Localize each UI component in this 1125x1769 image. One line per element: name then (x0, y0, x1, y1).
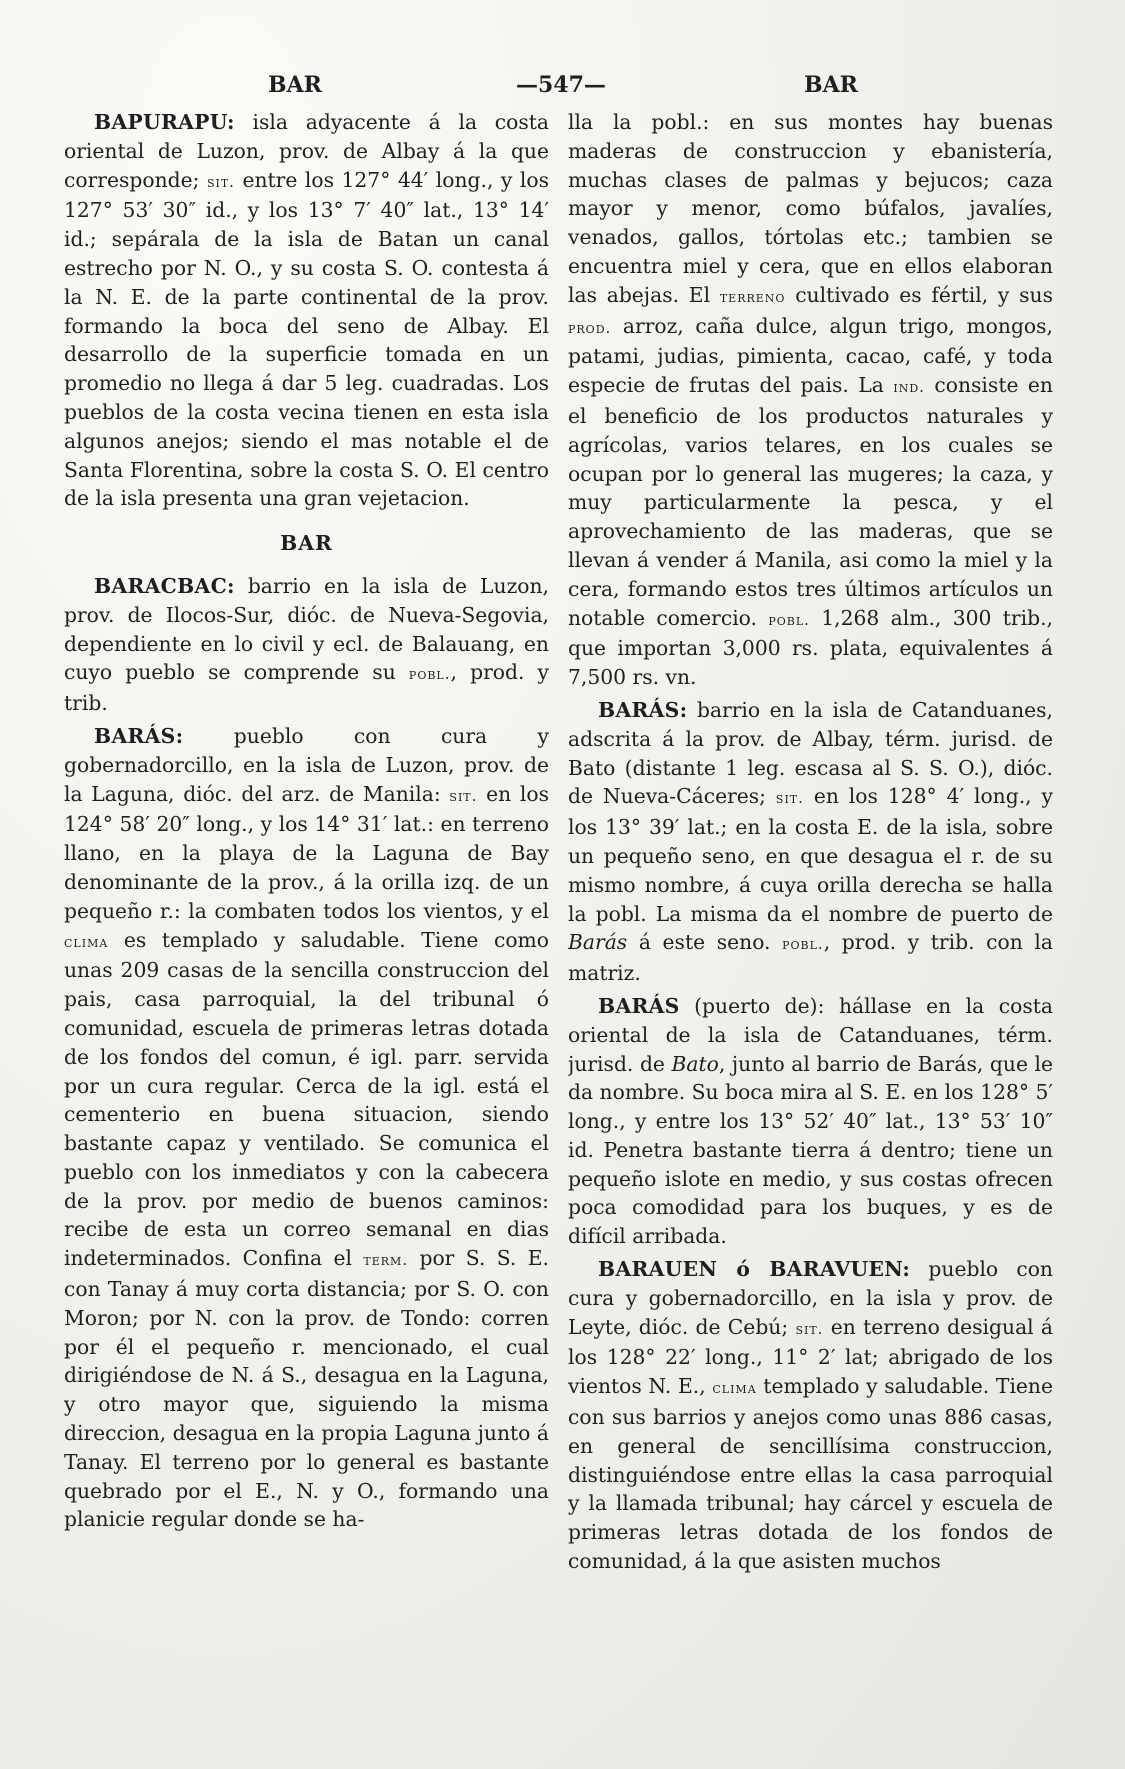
entry-text: entre los 127° 44′ long., y los 127° 53′ 30″ id., y los 13° 7′ 40″ lat., 13° 14′ id.; sepárala de la isla de Batan un canal estrecho por N. O., y su costa S. O. contesta á la N. E. de la parte continental de la prov. formando la boca del seno de Albay. El desarrollo de la superficie tomada en un promedio no llega á dar 5 leg. cuadradas. Los pueblos de la costa vecina tienen en esta isla algunos anejos; siendo el mas notable el de Santa Florentina, sobre la costa S. O. El centro de la isla presenta una gran vejetacion. (64, 167, 549, 511)
headword: BARÁS: (598, 697, 688, 722)
headword: BARÁS (598, 993, 680, 1018)
entry-text: cultivado es fértil, y sus (785, 282, 1053, 307)
entry-text: , prod. y trib. (64, 660, 549, 716)
headword: BAPURAPU: (94, 110, 235, 134)
page-header (0, 72, 1125, 106)
entry-text: es templado y saludable. Tiene como unas 209 casas de la sencilla construccion del pais, casa parroquial, la del tribunal ó comunidad, escuela de primeras letras dotada de los fondos del comun, é igl. parr. servida por un cura regular. Cerca de la igl. está el cementerio en buena situacion, siendo bastante capaz y ventilado. Se comunica el pueblo con los inmediatos y con la cabecera de la prov. por medio de buenos caminos: recibe de esta un correo semanal en dias indeterminados. Confina el (64, 927, 549, 1271)
entry-text: pueblo con cura y gobernadorcillo, en la isla y prov. de Leyte, dióc. de Cebú; (568, 1257, 1053, 1339)
abbrev: ind. (893, 378, 925, 397)
entry-barauen (568, 1255, 1053, 1576)
running-head-right: BAR (804, 72, 858, 98)
italic-name: Bato (671, 1051, 719, 1076)
entry-text: en terreno desigual á los 128° 22′ long., 11° 2′ lat; abrigado de los vientos N. E., (568, 1314, 1053, 1399)
entry-text: , prod. y trib. con la matriz. (568, 930, 1053, 986)
entry-text: lla la pobl.: en sus montes hay buenas maderas de construccion y ebanistería, muchas clases de palmas y bejucos; caza mayor y menor, como búfalos, javalíes, venados, gallos, tórtolas etc.; tambien se encuentra miel y cera, que en ellos elaboran las abejas. El (568, 110, 1053, 307)
entry-text: isla adyacente á la costa oriental de Luzon, prov. de Albay á la que corresponde; (64, 110, 549, 192)
right-column (568, 108, 1053, 1748)
entry-baras-continued (568, 108, 1053, 692)
section-heading: BAR (280, 531, 333, 556)
left-column (64, 108, 549, 1748)
abbrev: sit. (449, 786, 478, 805)
abbrev: term. (363, 1251, 409, 1270)
abbrev: pobl. (408, 665, 451, 684)
entry-bapurapu (64, 108, 549, 513)
entry-text: (puerto de): hállase en la costa oriental de la isla de Catanduanes, térm. jurisd. de (568, 993, 1053, 1076)
entry-baras-puerto (568, 992, 1053, 1251)
abbrev: clima (64, 932, 109, 951)
page-number: —547— (516, 72, 606, 98)
entry-baracbac (64, 572, 549, 718)
entry-baras-pueblo (64, 722, 549, 1534)
entry-text: en los 124° 58′ 20″ long., y los 14° 31′ lat.: en terreno llano, en la playa de la Laguna de Bay denominante de la prov., á la orilla izq. de un pequeño r.: la combaten todos los vientos, y el (64, 781, 549, 923)
abbrev: pobl. (782, 935, 824, 954)
abbrev: sit. (775, 789, 804, 808)
entry-text: á este seno. (627, 930, 783, 955)
entry-text: consiste en el beneficio de los productos naturales y agrícolas, varios telares, en los cuales se ocupan por lo general las mugeres; la caza, y muy particularmente la pesca, y el aprovechamiento de las maderas, que se llevan á vender á Manila, asi como la miel y la cera, formando estos tres últimos artículos un notable comercio. (568, 373, 1053, 630)
entry-text: templado y saludable. Tiene con sus barrios y anejos como unas 886 casas, en general de sencillísima construccion, distinguiéndose entre ellas la casa parroquial y la llamada tribunal; hay cárcel y escuela de primeras letras dotada de los fondos de comunidad, á la que asisten muchos (568, 1374, 1053, 1574)
entry-text: 1,268 alm., 300 trib., que importan 3,000 rs. plata, equivalentes á 7,500 rs. vn. (568, 605, 1053, 690)
headword: BARAUEN ó BARAVUEN: (598, 1257, 911, 1282)
abbrev: pobl. (768, 610, 810, 629)
headword: BARACBAC: (94, 573, 235, 598)
abbrev: sit. (795, 1319, 824, 1338)
entry-text: arroz, caña dulce, algun trigo, mongos, patami, judias, pimienta, cacao, café, y toda especie de frutas del pais. La (568, 313, 1053, 398)
abbrev: terreno (719, 287, 786, 306)
running-head-left: BAR (268, 72, 322, 98)
entry-text: barrio en la isla de Luzon, prov. de Ilocos-Sur, dióc. de Nueva-Segovia, dependiente en lo civil y ecl. de Balauang, en cuyo pueblo se comprende su (64, 573, 549, 685)
entry-text: en los 128° 4′ long., y los 13° 39′ lat.; en la costa E. de la isla, sobre un pequeño seno, en que desagua el r. de su mismo nombre, á cuya orilla derecha se halla la pobl. La misma da el nombre de puerto de (568, 784, 1053, 926)
abbrev: clima (712, 1379, 757, 1398)
abbrev: prod. (568, 318, 612, 337)
entry-text: por S. S. E. con Tanay á muy corta distancia; por S. O. con Moron; por N. con la prov. de Tondo: corren por él el pequeño r. mencionado, el cual dirigiéndose de N. á S., desagua en la Laguna, y otro mayor que, siguiendo la misma direccion, desagua en la propia Laguna junto á Tanay. El terreno por lo general es bastante quebrado por el E., N. y O., formando una planicie regular donde se ha- (64, 1246, 549, 1532)
entry-baras-barrio (568, 696, 1053, 988)
entry-text: , junto al barrio de Barás, que le da nombre. Su boca mira al S. E. en los 128° 5′ long., y entre los 13° 52′ 40″ lat., 13° 53′ 10″ id. Penetra bastante tierra á dentro; tiene un pequeño islote en medio, y sus costas ofrecen poca comodidad para los buques, y es de difícil arribada. (568, 1051, 1053, 1249)
abbrev: sit. (206, 172, 235, 191)
entry-text: barrio en la isla de Catanduanes, adscrita á la prov. de Albay, térm. jurisd. de Bato (distante 1 leg. escasa al S. S. O.), dióc. de Nueva-Cáceres; (568, 697, 1053, 809)
headword: BARÁS: (94, 723, 184, 748)
italic-name: Barás (568, 930, 628, 955)
entry-text: pueblo con cura y gobernadorcillo, en la isla de Luzon, prov. de la Laguna, dióc. del arz. de Manila: (64, 723, 549, 806)
